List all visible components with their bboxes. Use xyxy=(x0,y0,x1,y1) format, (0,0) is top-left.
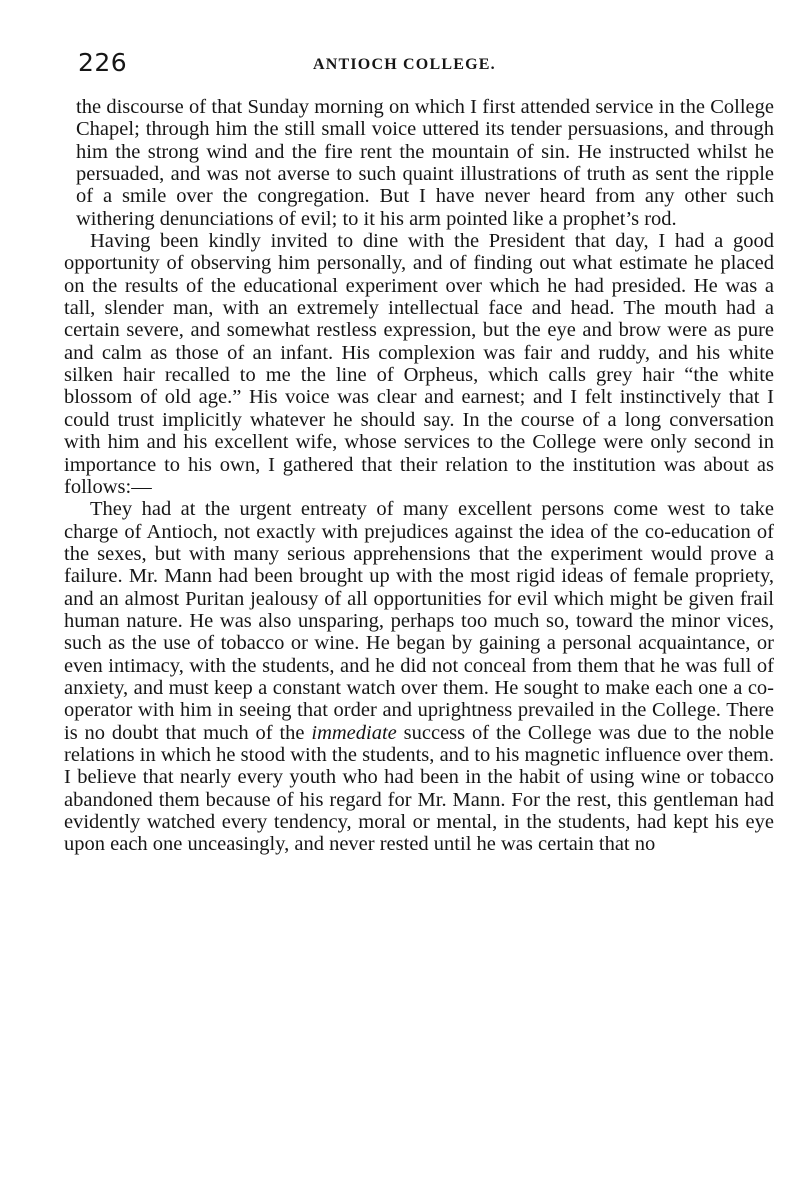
italic-word-immediate: immediate xyxy=(311,721,397,744)
page-text xyxy=(64,96,774,856)
paragraph-president-dinner: Having been kindly invited to dine with the President that day, I had a good opportunity of observing him personally, and of finding out what estimate he placed on the results of the educational experiment over which he had presided. He was a tall, slender man, with an extremely intellectual face and head. The mouth had a certain severe, and somewhat restless expression, but the eye and brow were as pure and calm as those of an infant. His complexion was fair and ruddy, and his white silken hair recalled to me the line of Orpheus, which calls grey hair “the white blossom of old age.” His voice was clear and earnest; and I felt instinctively that I could trust implicitly whatever he should say. In the course of a long conversation with him and his excellent wife, whose services to the College were only second in importance to his own, I gathered that their relation to the institution was about as follows:— xyxy=(64,230,774,498)
paragraph-antioch-coeducation xyxy=(64,498,774,856)
running-title: ANTIOCH COLLEGE. xyxy=(313,56,496,73)
page-number: 226 xyxy=(78,48,128,77)
paragraph-3-part-1: They had at the urgent entreaty of many excellent persons come west to take charge of Antioch, not exactly with prejudices against the idea of the co-education of the sexes, but with many serious apprehensions that the experiment would prove a failure. Mr. Mann had been brought up with the most rigid ideas of female propriety, and an almost Puritan jealousy of all opportunities for evil which might be given frail human nature. He was also unsparing, perhaps too much so, toward the minor vices, such as the use of tobacco or wine. He began by gaining a personal acquaintance, or even intimacy, with the students, and he did not conceal from them that he was full of anxiety, and must keep a constant watch over them. He sought to make each one a co-operator with him in seeing that order and uprightness prevailed in the College. There is no doubt that much of the xyxy=(64,498,774,744)
paragraph-3-part-2: success of the College was due to the noble relations in which he stood with the students, and to his magnetic influence over them. I believe that nearly every youth who had been in the habit of using wine or tobacco abandoned them because of his regard for Mr. Mann. For the rest, this gentleman had evidently watched every tendency, moral or mental, in the students, had kept his eye upon each one unceasingly, and never rested until he was certain that no xyxy=(64,721,774,856)
paragraph-continued: the discourse of that Sunday morning on which I first attended service in the College Chapel; through him the still small voice uttered its tender persuasions, and through him the strong wind and the fire rent the mountain of sin. He instructed whilst he persuaded, and was not averse to such quaint illustrations of truth as sent the ripple of a smile over the congregation. But I have never heard from any other such withering denunciations of evil; to it his arm pointed like a prophet’s rod. xyxy=(76,96,774,230)
